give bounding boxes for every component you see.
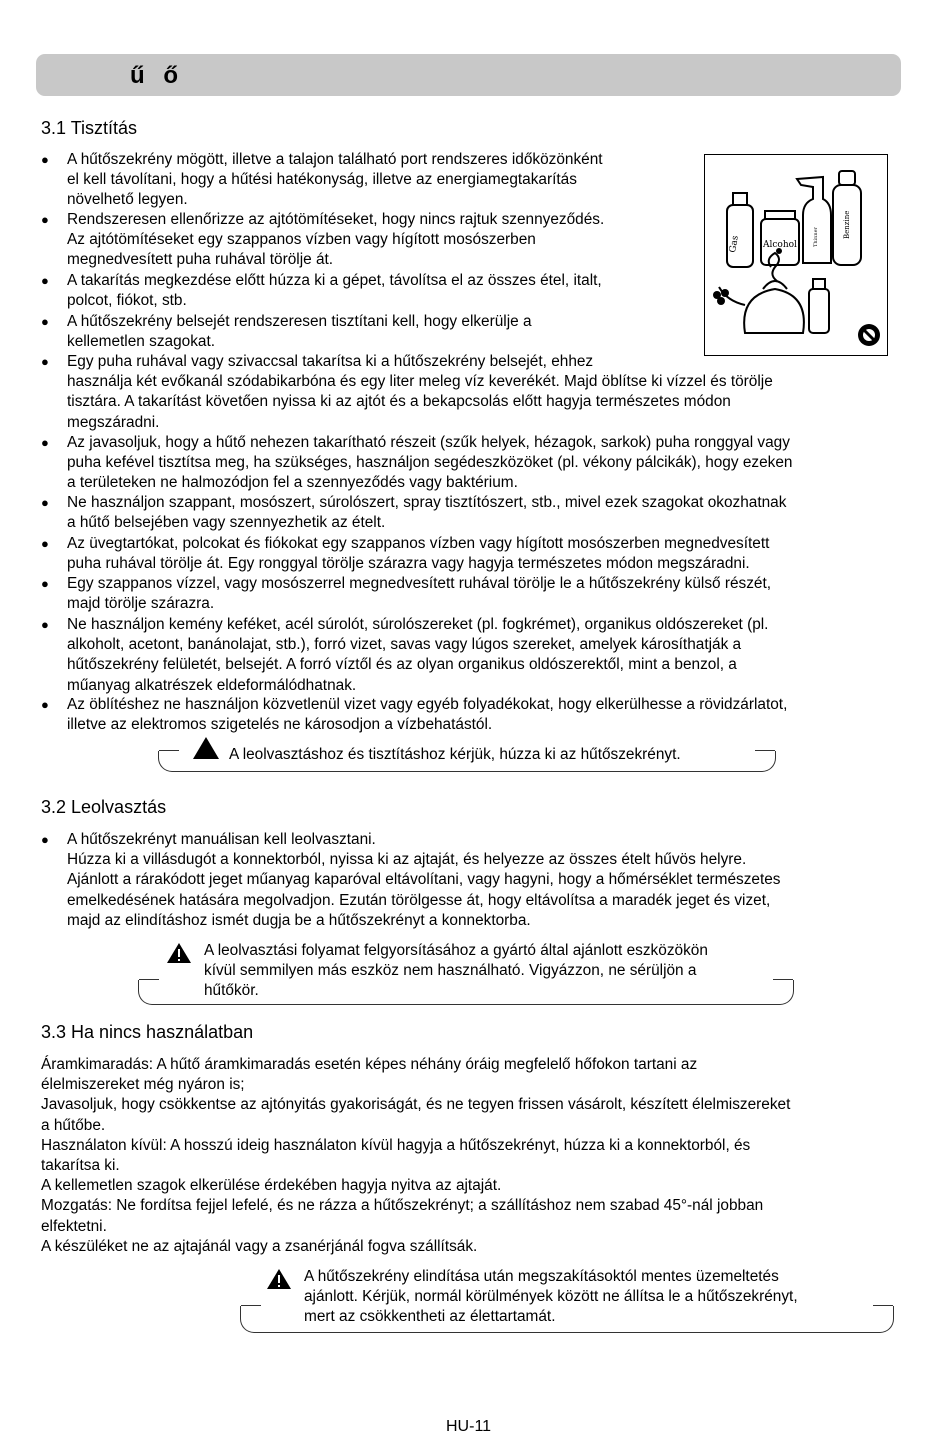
line: takarítsa ki. — [41, 1157, 120, 1175]
line: Az ajtótömítéseket egy szappanos vízben vagy hígított mosószerben — [67, 231, 536, 249]
line: Ne használjon szappant, mosószert, súrolószert, spray tisztítószert, stb., mivel ezek szagokat okozhatnak — [67, 494, 787, 511]
bullet-dot: ● — [41, 697, 49, 712]
line: Egy szappanos vízzel, vagy mosószerrel megnedvesített ruhával törölje le a hűtőszekrény külső részét, — [67, 575, 772, 592]
line: Rendszeresen ellenőrizze az ajtótömítéseket, hogy nincs rajtuk szennyeződés. — [67, 211, 605, 228]
line: A készüléket ne az ajtajánál vagy a zsanérjánál fogva szállítsák. — [41, 1237, 478, 1255]
warning-icon — [192, 736, 220, 760]
line: kívül semmilyen más eszköz nem használható. Vigyázzon, ne sérüljön a — [204, 962, 697, 980]
line: alkoholt, acetont, banánolajat, stb.), forró vizet, savas vagy lúgos szereket, amelyek károsíthatják a — [67, 636, 742, 654]
warning-icon — [266, 1268, 292, 1290]
alcohol-label: Alcohol — [763, 240, 797, 250]
line: A kellemetlen szagok elkerülése érdekében hagyja nyitva az ajtaját. — [41, 1177, 502, 1195]
line: megnedvesített puha ruhával törölje át. — [67, 251, 334, 269]
bullet-dot: ● — [41, 354, 49, 369]
line: elfektetni. — [41, 1217, 107, 1235]
bullet-dot: ● — [41, 212, 49, 227]
line: Ajánlott a rárakódott jeget műanyag kaparóval eltávolítani, vagy hagyni, hogy a hőmérséklet természetes — [67, 871, 781, 889]
line: Ne használjon kemény keféket, acél súrolót, súrolószereket (pl. fogkrémet), organikus oldószereket (pl. — [67, 616, 769, 633]
line: Mozgatás: Ne fordítsa fejjel lefelé, és ne rázza a hűtőszekrényt; a szállításhoz nem szabad 45°-nál jobban — [41, 1197, 764, 1215]
bullet-dot: ● — [41, 152, 49, 167]
prohibition-icon — [858, 324, 880, 346]
line: Húzza ki a villásdugót a konnektorból, nyissa ki az ajtaját, és helyezze az összes ételt hűvös helyre. — [67, 851, 747, 869]
line: emelkedésének hatására megolvadjon. Ezután törölgesse át, hogy eltávolítsa a maradék jeget és vizet, — [67, 891, 771, 909]
bullet-dot: ● — [41, 314, 49, 329]
line: A hűtőszekrény elindítása után megszakításoktól mentes üzemeltetés — [304, 1268, 779, 1285]
line: A hűtőszekrényt manuálisan kell leolvasztani. — [67, 831, 376, 848]
defrost-tools-note — [204, 941, 708, 1002]
line: Használaton kívül: A hosszú ideig használaton kívül hagyja a hűtőszekrényt, húzza ki a konnektorból, és — [41, 1136, 751, 1154]
line: ajánlott. Kérjük, normál körülmények között ne állítsa le a hűtőszekrényt, — [304, 1288, 798, 1306]
page-number: HU-11 — [446, 1418, 492, 1435]
line: polcot, fiókot, stb. — [67, 292, 187, 310]
line: használja két evőkanál szódabikarbóna és egy liter meleg víz keverékét. Majd öblítse ki vízzel és törölje — [67, 373, 773, 391]
section-heading-cleaning: 3.1 Tisztítás — [41, 118, 138, 138]
line: illetve az elektromos szigetelés ne károsodjon a vízbehatástól. — [67, 716, 493, 734]
line: Az javasoljuk, hogy a hűtő nehezen takarítható részeit (szűk helyek, hézagok, sarkok) puha ronggyal vagy — [67, 434, 790, 451]
section-heading-defrosting: 3.2 Leolvasztás — [41, 797, 167, 817]
unplug-note: A leolvasztáshoz és tisztításhoz kérjük, húzza ki az hűtőszekrényt. — [229, 746, 681, 763]
line: tisztára. A takarítást követően nyissa ki az ajtót és a bekapcsolás előtt hagyja természetes módon — [67, 393, 731, 411]
bullet-dot: ● — [41, 576, 49, 591]
cleaners-drawing — [705, 155, 887, 355]
line: mert az csökkentheti az élettartamát. — [304, 1308, 556, 1326]
line: Az üvegtartókat, polcokat és fiókokat egy szappanos vízben vagy hígított mosószerben megnedvesített — [67, 535, 770, 552]
bullet-dot: ● — [41, 617, 49, 632]
line: a hűtőbe. — [41, 1116, 106, 1134]
prohibited-cleaners-illustration — [704, 154, 888, 356]
line: Javasoljuk, hogy csökkentse az ajtónyitás gyakoriságát, és ne tegyen frissen vásárolt, készített élelmiszereket — [41, 1096, 791, 1114]
bullet-dot: ● — [41, 273, 49, 288]
bullet-dot: ● — [41, 495, 49, 510]
bullet-dot: ● — [41, 435, 49, 450]
line: a hűtő belsejében vagy szennyezhetik az ételt. — [67, 514, 386, 532]
line: el kell távolítani, hogy a hűtési hatékonyság, illetve az energiamegtakarítás — [67, 171, 577, 189]
line: hűtőszekrény felületét, belsejét. A forró víztől és az olyan organikus oldószerektől, mint a benzol, a — [67, 656, 737, 674]
continuous-operation-note — [304, 1267, 798, 1328]
line: majd az elindításhoz ismét dugja be a hűtőszekrényt a konnektorba. — [67, 911, 531, 929]
thinner-label: Thinner — [813, 227, 819, 247]
chapter-header-bar — [36, 54, 901, 96]
line: Egy puha ruhával vagy szivaccsal takarítsa ki a hűtőszekrény belsejét, ehhez — [67, 353, 594, 370]
line: majd törölje szárazra. — [67, 595, 215, 613]
chapter-title: ű ő — [130, 62, 184, 89]
line: megszáradni. — [67, 413, 160, 431]
line: puha ruhával törölje át. Egy ronggyal törölje szárazra vagy hagyja természetes módon megszáradni. — [67, 555, 750, 573]
warning-icon — [166, 942, 192, 964]
line: A takarítás megkezdése előtt húzza ki a gépet, távolítsa el az összes étel, italt, — [67, 272, 602, 289]
not-in-use-text — [41, 1055, 901, 1257]
section-heading-not-in-use: 3.3 Ha nincs használatban — [41, 1022, 254, 1042]
benzine-label: Benzine — [843, 210, 851, 239]
line: élelmiszereket még nyáron is; — [41, 1076, 245, 1094]
bullet-dot: ● — [41, 536, 49, 551]
line: A hűtőszekrény belsejét rendszeresen tisztítani kell, hogy elkerülje a — [67, 313, 532, 330]
line: A hűtőszekrény mögött, illetve a talajon található port rendszeres időközönként — [67, 151, 603, 168]
line: Az öblítéshez ne használjon közvetlenül vizet vagy egyéb folyadékokat, hogy elkerülhesse a rövidzárlatot, — [67, 696, 788, 713]
line: A leolvasztási folyamat felgyorsításához a gyártó által ajánlott eszközökön — [204, 942, 708, 959]
gas-label: Gas — [728, 234, 741, 254]
bullet-dot: ● — [41, 832, 49, 847]
line: a területeken ne halmozódjon fel a szennyeződés vagy baktérium. — [67, 474, 518, 492]
line: hűtőkör. — [204, 982, 259, 1000]
line: puha kefével tisztítsa meg, ha szükséges, használjon segédeszközöket (pl. vékony pálcikák), hogy ezeken — [67, 454, 793, 472]
line: kellemetlen szagokat. — [67, 333, 215, 351]
line: növelhető legyen. — [67, 191, 188, 209]
line: műanyag alkatrészek eldeformálódhatnak. — [67, 676, 357, 694]
line: Áramkimaradás: A hűtő áramkimaradás esetén képes néhány óráig megfelelő hőfokon tartani az — [41, 1056, 698, 1073]
